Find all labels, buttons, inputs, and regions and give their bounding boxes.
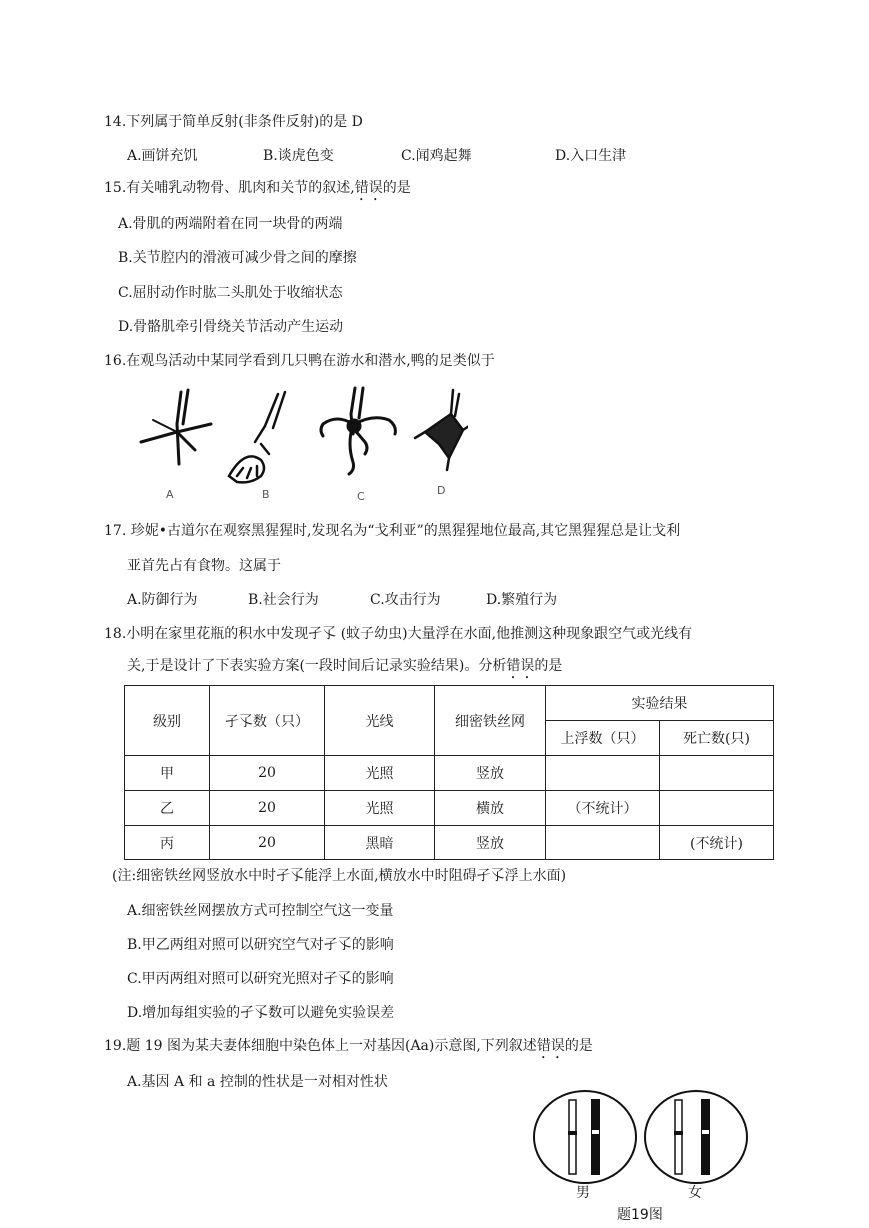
- table-cell: (不统计): [660, 826, 774, 860]
- q18-stem-post: 的是: [534, 658, 563, 674]
- header-larvae-count: 孑孓数（只）: [210, 686, 325, 756]
- q14-option-d: D.入口生津: [555, 148, 627, 164]
- q16-stem: 16.在观鸟活动中某同学看到几只鸭在游水和潜水,鸭的足类似于: [104, 353, 495, 369]
- q15-option-c: C.屈肘动作时肱二头肌处于收缩状态: [118, 285, 343, 301]
- table-cell: [660, 791, 774, 826]
- header-results: 实验结果: [546, 686, 774, 721]
- female-label: 女: [688, 1185, 702, 1201]
- table-cell: 横放: [435, 791, 546, 826]
- bird-feet-figure: [133, 384, 468, 502]
- q15-stem-emphasis: 错误: [354, 180, 383, 196]
- foot-b-image: [229, 392, 285, 482]
- q19-stem-pre: 19.题 19 图为某夫妻体细胞中染色体上一对基因(Aa)示意图,下列叙述: [104, 1038, 537, 1054]
- foot-c-image: [321, 388, 395, 474]
- header-light: 光线: [325, 686, 435, 756]
- q17-option-a: A.防御行为: [127, 592, 198, 608]
- q17-option-c: C.攻击行为: [370, 592, 441, 608]
- q19-stem-post: 的是: [564, 1038, 593, 1054]
- q18-note: (注:细密铁丝网竖放水中时孑孓能浮上水面,横放水中时阻碍孑孓浮上水面): [112, 868, 567, 884]
- q14-option-b: B.谈虎色变: [263, 148, 334, 164]
- chromosome-white: [569, 1100, 576, 1174]
- q15-option-a: A.骨肌的两端附着在同一块骨的两端: [118, 216, 343, 232]
- table-cell: 20: [210, 826, 325, 860]
- table-cell: 甲: [125, 756, 210, 791]
- figure-caption: 题19图: [617, 1207, 663, 1223]
- q17-option-d: D.繁殖行为: [486, 592, 558, 608]
- q19-stem: [104, 1037, 593, 1062]
- q18-stem-pre: 关,于是设计了下表实验方案(一段时间后记录实验结果)。分析: [127, 658, 507, 674]
- table-cell: [546, 826, 660, 860]
- q17-option-b: B.社会行为: [248, 592, 319, 608]
- q14-option-c: C.闻鸡起舞: [401, 148, 472, 164]
- q17-stem-line2: 亚首先占有食物。这属于: [127, 558, 281, 574]
- chromosome-black: [701, 1099, 710, 1175]
- chromosome-white: [675, 1100, 682, 1174]
- subheader-floating: 上浮数（只）: [546, 721, 660, 756]
- q15-stem-post: 的是: [382, 180, 411, 196]
- q15-option-d: D.骨骼肌牵引骨绕关节活动产生运动: [118, 319, 344, 335]
- table-row: [125, 826, 774, 860]
- foot-c-label: C: [357, 490, 365, 503]
- header-group: 级别: [125, 686, 210, 756]
- table-cell: 黑暗: [325, 826, 435, 860]
- table-cell: 光照: [325, 791, 435, 826]
- q18-stem-line2: [127, 657, 562, 682]
- header-wire-mesh: 细密铁丝网: [435, 686, 546, 756]
- subheader-dead: 死亡数(只): [660, 721, 774, 756]
- q17-stem-line1: 17. 珍妮•古道尔在观察黑猩猩时,发现名为“戈利亚”的黑猩猩地位最高,其它黑猩猩总是让戈利: [104, 523, 681, 539]
- q19-option-a: A.基因 A 和 a 控制的性状是一对相对性状: [127, 1074, 388, 1090]
- foot-a-image: [141, 390, 211, 464]
- table-cell: 光照: [325, 756, 435, 791]
- q14-option-a: A.画饼充饥: [127, 148, 198, 164]
- experiment-table: [124, 685, 774, 860]
- foot-d-image: [415, 390, 468, 470]
- q18-option-a: A.细密铁丝网摆放方式可控制空气这一变量: [127, 903, 394, 919]
- foot-a-label: A: [166, 488, 174, 501]
- male-cell: [534, 1091, 636, 1183]
- table-cell: （不统计）: [546, 791, 660, 826]
- foot-b-label: B: [262, 488, 270, 501]
- q18-option-c: C.甲丙两组对照可以研究光照对孑孓的影响: [127, 971, 394, 987]
- table-cell: 20: [210, 791, 325, 826]
- table-cell: [546, 756, 660, 791]
- q18-option-b: B.甲乙两组对照可以研究空气对孑孓的影响: [127, 937, 394, 953]
- q15-option-b: B.关节腔内的滑液可减少骨之间的摩擦: [118, 250, 357, 266]
- female-cell: [645, 1091, 747, 1183]
- q18-stem-line1: 18.小明在家里花瓶的积水中发现孑孓 (蚊子幼虫)大量浮在水面,他推测这种现象跟空气或光线有: [104, 626, 693, 642]
- q18-option-d: D.增加每组实验的孑孓数可以避免实验误差: [127, 1005, 395, 1021]
- table-cell: 丙: [125, 826, 210, 860]
- q18-stem-emphasis: 错误: [506, 658, 535, 674]
- foot-d-label: D: [437, 484, 446, 497]
- chromosome-black: [591, 1099, 600, 1175]
- table-cell: 竖放: [435, 826, 546, 860]
- q14-stem: 14.下列属于简单反射(非条件反射)的是 D: [104, 114, 363, 130]
- male-label: 男: [576, 1185, 590, 1201]
- table-cell: 乙: [125, 791, 210, 826]
- table-row: [125, 791, 774, 826]
- table-cell: 竖放: [435, 756, 546, 791]
- table-cell: 20: [210, 756, 325, 791]
- table-row: [125, 756, 774, 791]
- q19-stem-emphasis: 错误: [536, 1038, 565, 1054]
- q15-stem-pre: 15.有关哺乳动物骨、肌肉和关节的叙述,: [104, 180, 355, 196]
- q15-stem: [104, 179, 411, 204]
- table-cell: [660, 756, 774, 791]
